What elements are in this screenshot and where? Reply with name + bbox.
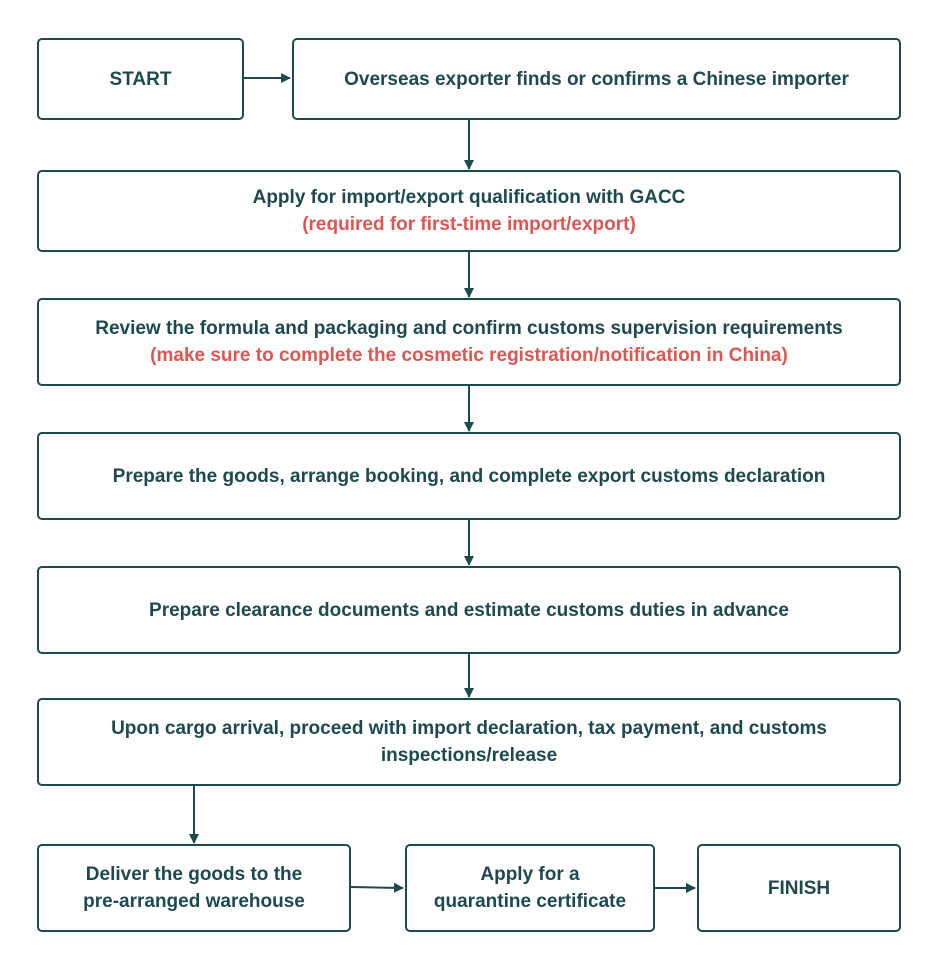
review-label: Review the formula and packaging and confirm customs supervision requirements — [95, 318, 843, 339]
deliver-label-line1: Deliver the goods to the — [85, 864, 303, 885]
clearance-docs-label: Prepare clearance documents and estimate customs duties in advance — [149, 599, 789, 621]
arrow-deliver-to-quarantine — [351, 887, 403, 888]
quarantine-label-line2: quarantine certificate — [433, 891, 627, 912]
start-label: START — [109, 68, 172, 90]
qualification-note: (required for first-time import/export) — [302, 214, 636, 235]
arrival-label-line1: Upon cargo arrival, proceed with import declaration, tax payment, and customs — [111, 718, 827, 739]
start-node — [37, 38, 244, 120]
quarantine-node — [405, 844, 655, 932]
prepare-goods-node — [37, 432, 901, 520]
quarantine-label-line1: Apply for a — [480, 864, 580, 885]
qualification-label: Apply for import/export qualification with GACC — [252, 187, 686, 208]
prepare-goods-label: Prepare the goods, arrange booking, and complete export customs declaration — [112, 465, 826, 487]
exporter-node — [292, 38, 901, 120]
arrival-label-line2: inspections/release — [380, 745, 558, 766]
finish-node — [697, 844, 901, 932]
deliver-node — [37, 844, 351, 932]
qualification-node — [37, 170, 901, 252]
deliver-label-line2: pre-arranged warehouse — [83, 891, 305, 912]
clearance-docs-node — [37, 566, 901, 654]
arrival-node — [37, 698, 901, 786]
exporter-label: Overseas exporter finds or confirms a Chinese importer — [344, 68, 849, 90]
review-note: (make sure to complete the cosmetic registration/notification in China) — [150, 345, 788, 366]
finish-label: FINISH — [767, 877, 831, 899]
review-node — [37, 298, 901, 386]
